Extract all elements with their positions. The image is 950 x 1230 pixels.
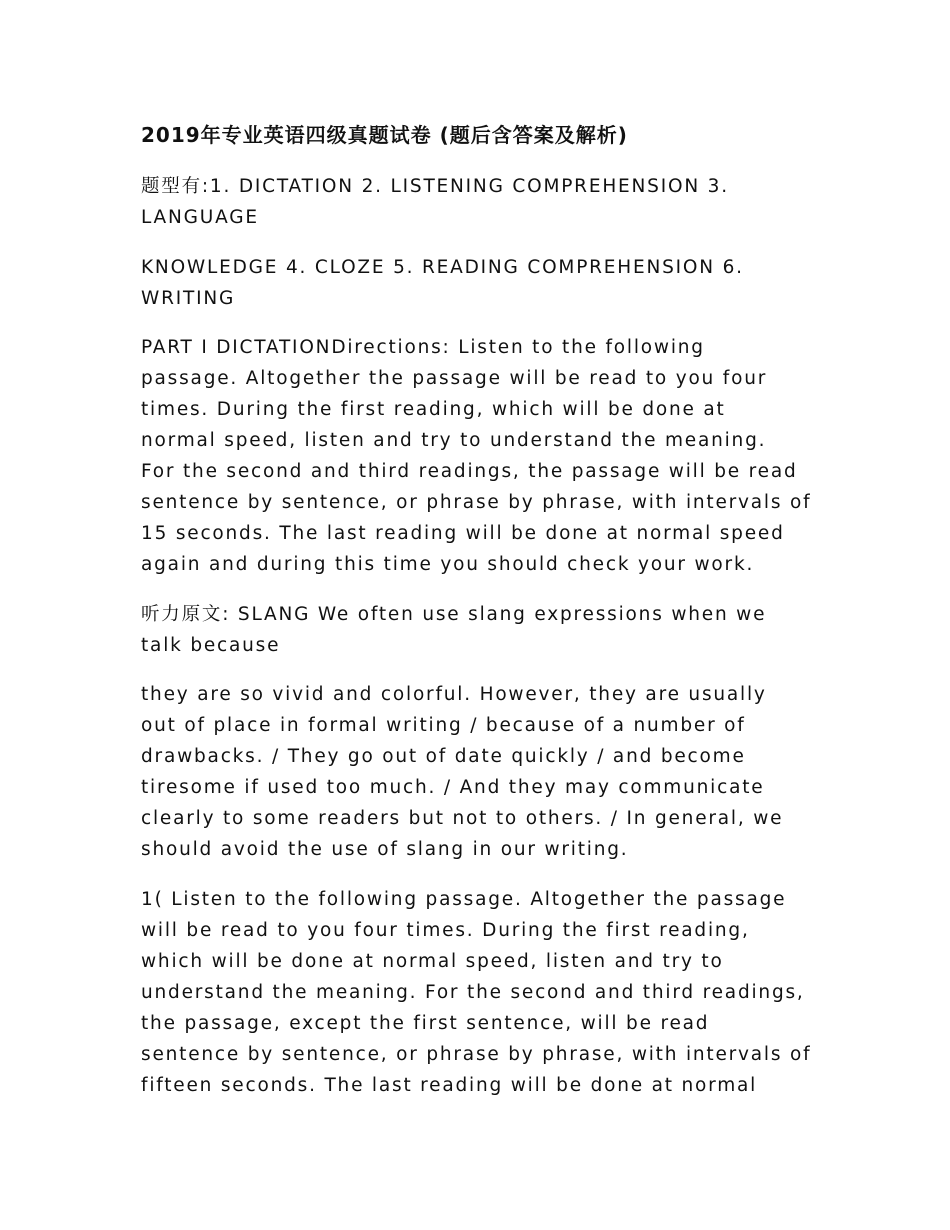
listening-script-intro: 听力原文: SLANG We often use slang expressions when we talk because	[141, 604, 767, 656]
dictation-directions: PART I DICTATIONDirections: Listen to the following passage. Altogether the passage will be read to you four times. During the first reading, which will be done at normal speed, listen and try to understand the meaning. For the second and third readings, the passage will be read sentence by sentence, or phrase by phrase, with intervals of 15 seconds. The last reading will be done at normal speed again and during this time you should check your work.	[141, 337, 812, 575]
document-title: 2019年专业英语四级真题试卷 (题后含答案及解析)	[141, 123, 628, 147]
question-1-text: 1( Listen to the following passage. Altogether the passage will be read to you four times. During the first reading, which will be done at normal speed, listen and try to understand the meaning. For the second and third readings, the passage, except the first sentence, will be read sentence by sentence, or phrase by phrase, with intervals of fifteen seconds. The last reading will be done at normal	[141, 889, 812, 1096]
question-types-line-2: KNOWLEDGE 4. CLOZE 5. READING COMPREHENSION 6. WRITING	[141, 257, 744, 309]
listening-script-body: they are so vivid and colorful. However, they are usually out of place in formal writing / because of a number of drawbacks. / They go out of date quickly / and become tiresome if used too much. / And they may communicate clearly to some readers but not to others. / In general, we should avoid the use of slang in our writing.	[141, 684, 784, 860]
question-types-line-1: 题型有:1. DICTATION 2. LISTENING COMPREHENSION 3. LANGUAGE	[141, 176, 729, 228]
